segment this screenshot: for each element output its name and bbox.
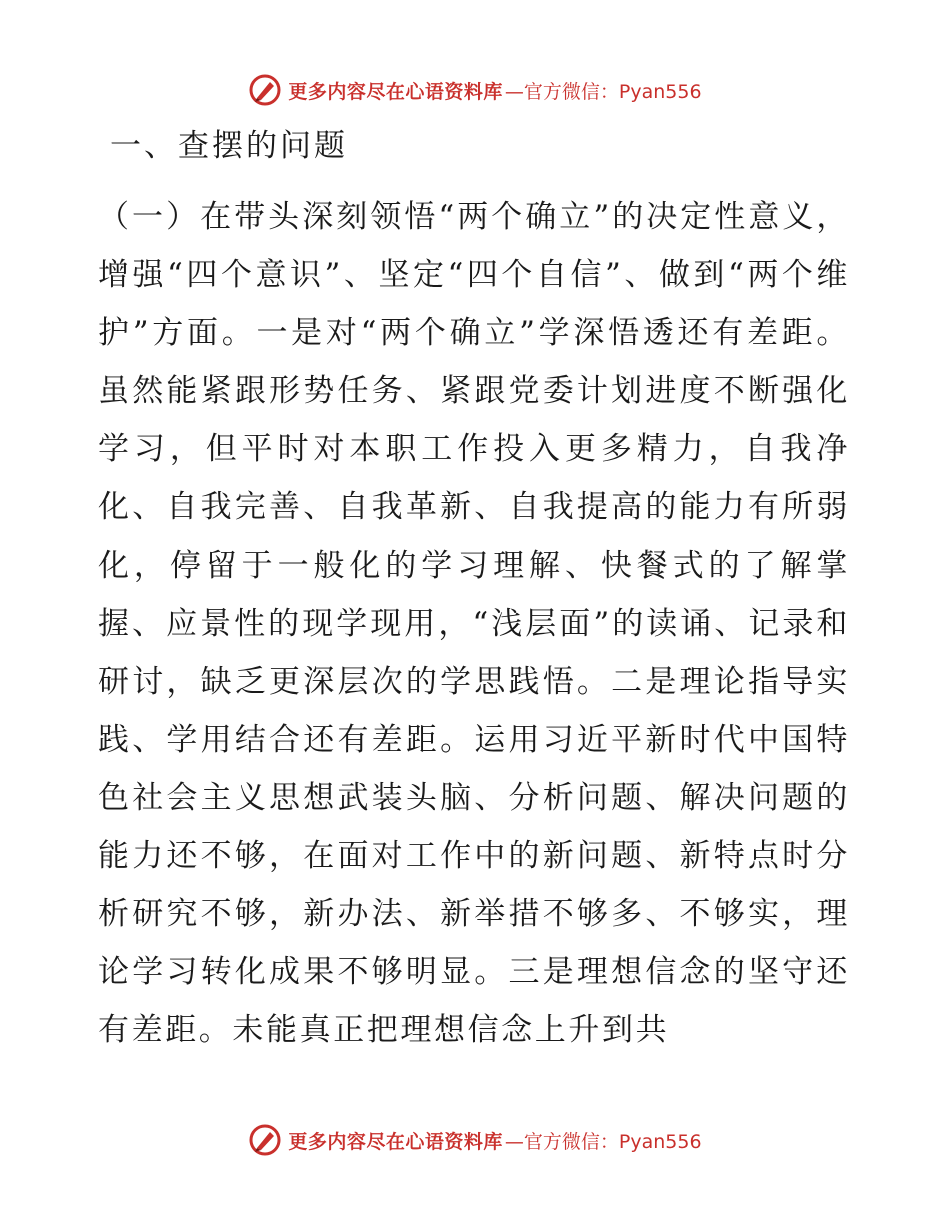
- watermark-text: [288, 77, 701, 104]
- watermark-main-text: 更多内容尽在心语资料库: [288, 1130, 503, 1153]
- watermark-sub-text: —官方微信：Pyan556: [504, 1130, 702, 1153]
- body-paragraph: （一）在带头深刻领悟“两个确立”的决定性意义，增强“四个意识”、坚定“四个自信”、做到“两个维护”方面。一是对“两个确立”学深悟透还有差距。虽然能紧跟形势任务、紧跟党委计划进度不断强化学习，但平时对本职工作投入更多精力，自我净化、自我完善、自我革新、自我提高的能力有所弱化，停留于一般化的学习理解、快餐式的了解掌握、应景性的现学现用，“浅层面”的读诵、记录和研讨，缺乏更深层次的学思践悟。二是理论指导实践、学用结合还有差距。运用习近平新时代中国特色社会主义思想武装头脑、分析问题、解决问题的能力还不够，在面对工作中的新问题、新特点时分析研究不够，新办法、新举措不够多、不够实，理论学习转化成果不够明显。三是理想信念的坚守还有差距。未能真正把理想信念上升到共: [98, 199, 850, 1049]
- watermark-main-text: 更多内容尽在心语资料库: [288, 80, 503, 103]
- pen-logo-icon: [248, 73, 282, 107]
- watermark-text: [288, 1127, 701, 1154]
- section-heading: 一、查摆的问题: [110, 128, 348, 164]
- pen-logo-icon: [248, 1123, 282, 1157]
- watermark-banner-bottom: [0, 1120, 950, 1160]
- watermark-sub-text: —官方微信：Pyan556: [504, 80, 702, 103]
- watermark-banner-top: [0, 70, 950, 110]
